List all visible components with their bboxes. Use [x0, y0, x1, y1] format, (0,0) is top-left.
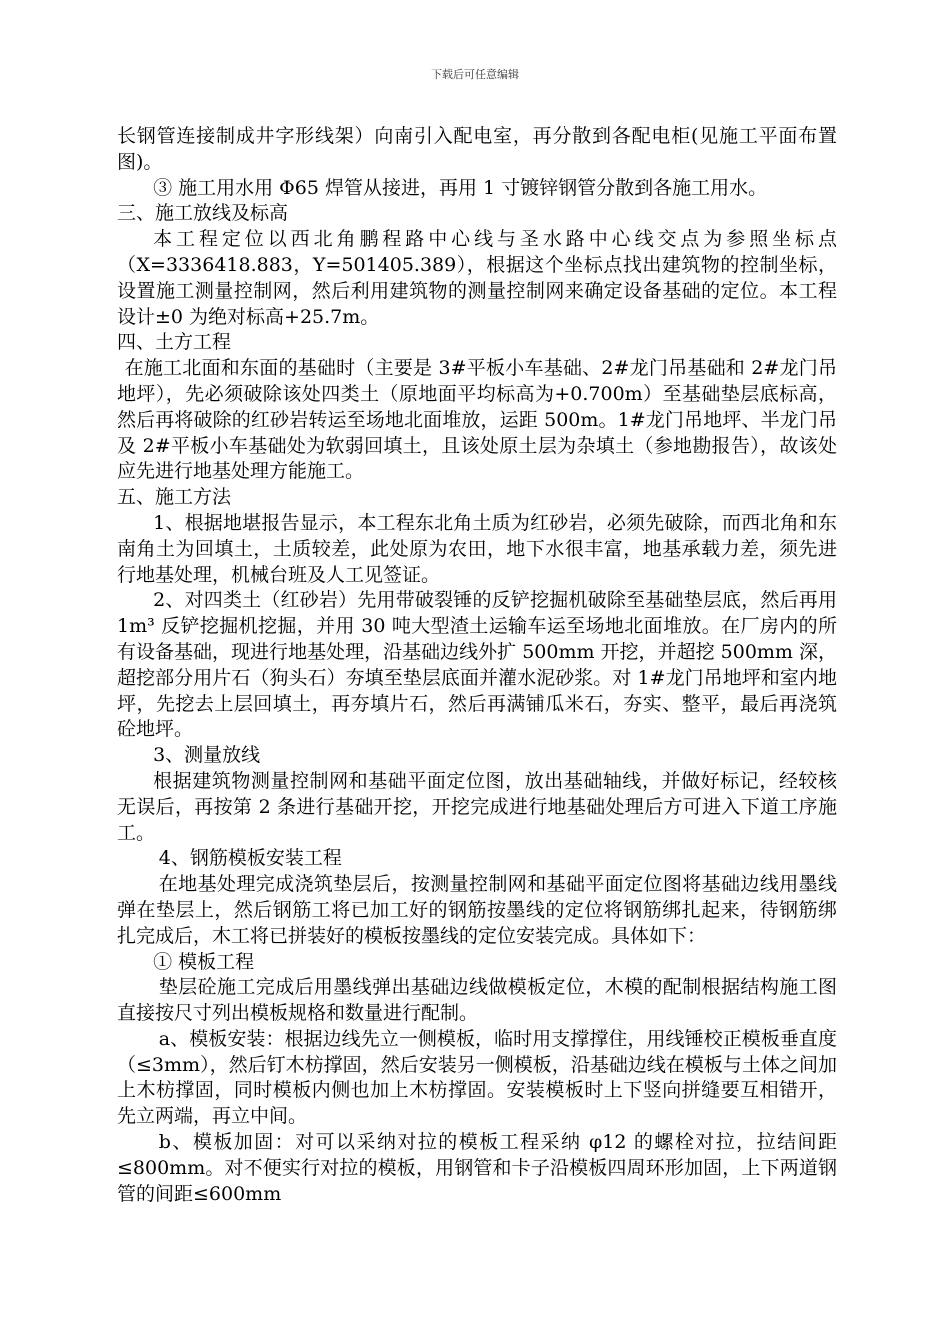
paragraph: 在施工北面和东面的基础时（主要是 3#平板小车基础、2#龙门吊基础和 2#龙门吊地坪），先必须破除该处四类土（原地面平均标高为+0.700m）至基础垫层底标高，然后再将破除的红砂岩转运至场地北面堆放，运距 500m。1#龙门吊地坪、半龙门吊及 2#平板小车基础处为软弱回填土，且该处原土层为杂填土（参地勘报告），故该处应先进行地基处理方能施工。: [117, 357, 837, 483]
subsection-heading: 3、测量放线: [153, 744, 261, 767]
paragraph: 长钢管连接制成井字形线架）向南引入配电室，再分散到各配电柜(见施工平面布置图)。: [117, 125, 837, 173]
paragraph: 垫层砼施工完成后用墨线弹出基础边线做模板定位，木模的配制根据结构施工图直接按尺寸列出模板规格和数量进行配制。: [117, 976, 837, 1025]
subsection-heading: 4、钢筋模板安装工程: [158, 847, 342, 870]
subsection-heading: ① 模板工程: [153, 950, 255, 973]
document-body: [117, 124, 837, 1207]
paragraph: ③ 施工用水用 Φ65 焊管从接进，再用 1 寸镀锌钢管分散到各施工用水。: [153, 176, 768, 199]
paragraph: b、模板加固：对可以采纳对拉的模板工程采纳 φ12 的螺栓对拉，拉结间距≤800mm。对不便实行对拉的模板，用钢管和卡子沿模板四周环形加固，上下两道钢管的间距≤600mm: [117, 1131, 837, 1205]
paragraph: 2、对四类土（红砂岩）先用带破裂锤的反铲挖掘机破除至基础垫层底，然后再用 1m³ 反铲挖掘机挖掘，并用 30 吨大型渣土运输车运至场地北面堆放。在厂房内的所有设备基础，现进行地基处理，沿基础边线外扩 500mm 开挖，并超挖 500mm 深，超挖部分用片石（狗头石）夯填至垫层底面并灌水泥砂浆。对 1#龙门吊地坪和室内地坪，先挖去上层回填土，再夯填片石，然后再满铺瓜米石，夯实、整平，最后再浇筑砼地坪。: [117, 589, 837, 741]
paragraph: 在地基处理完成浇筑垫层后，按测量控制网和基础平面定位图将基础边线用墨线弹在垫层上，然后钢筋工将已加工好的钢筋按墨线的定位将钢筋绑扎起来，待钢筋绑扎完成后，木工将已拼装好的模板按墨线的定位安装完成。具体如下：: [117, 873, 837, 947]
paragraph: 本工程定位以西北角鹏程路中心线与圣水路中心线交点为参照坐标点（X=3336418.883，Y=501405.389），根据这个坐标点找出建筑物的控制坐标，设置施工测量控制网，然后利用建筑物的测量控制网来确定设备基础的定位。本工程设计±0 为绝对标高+25.7m。: [117, 228, 837, 328]
paragraph: 1、根据地堪报告显示，本工程东北角土质为红砂岩，必须先破除，而西北角和东南角土为回填土，土质较差，此处原为农田，地下水很丰富，地基承载力差，须先进行地基处理，机械台班及人工见签证。: [117, 511, 837, 586]
page-header: 下载后可任意编辑: [431, 68, 519, 81]
section-heading: 三、施工放线及标高: [117, 202, 289, 225]
paragraph: a、模板安装：根据边线先立一侧模板，临时用支撑撑住，用线锤校正模板垂直度（≤3mm），然后钉木枋撑固，然后安装另一侧模板，沿基础边线在模板与土体之间加上木枋撑固，同时模板内侧也加上木枋撑固。安装模板时上下竖向拼缝要互相错开，先立两端，再立中间。: [117, 1027, 837, 1128]
section-heading: 五、施工方法: [117, 486, 232, 509]
paragraph: 根据建筑物测量控制网和基础平面定位图，放出基础轴线，并做好标记，经较核无误后，再按第 2 条进行基础开挖，开挖完成进行地基础处理后方可进入下道工序施工。: [117, 769, 837, 844]
section-heading: 四、土方工程: [117, 331, 232, 354]
